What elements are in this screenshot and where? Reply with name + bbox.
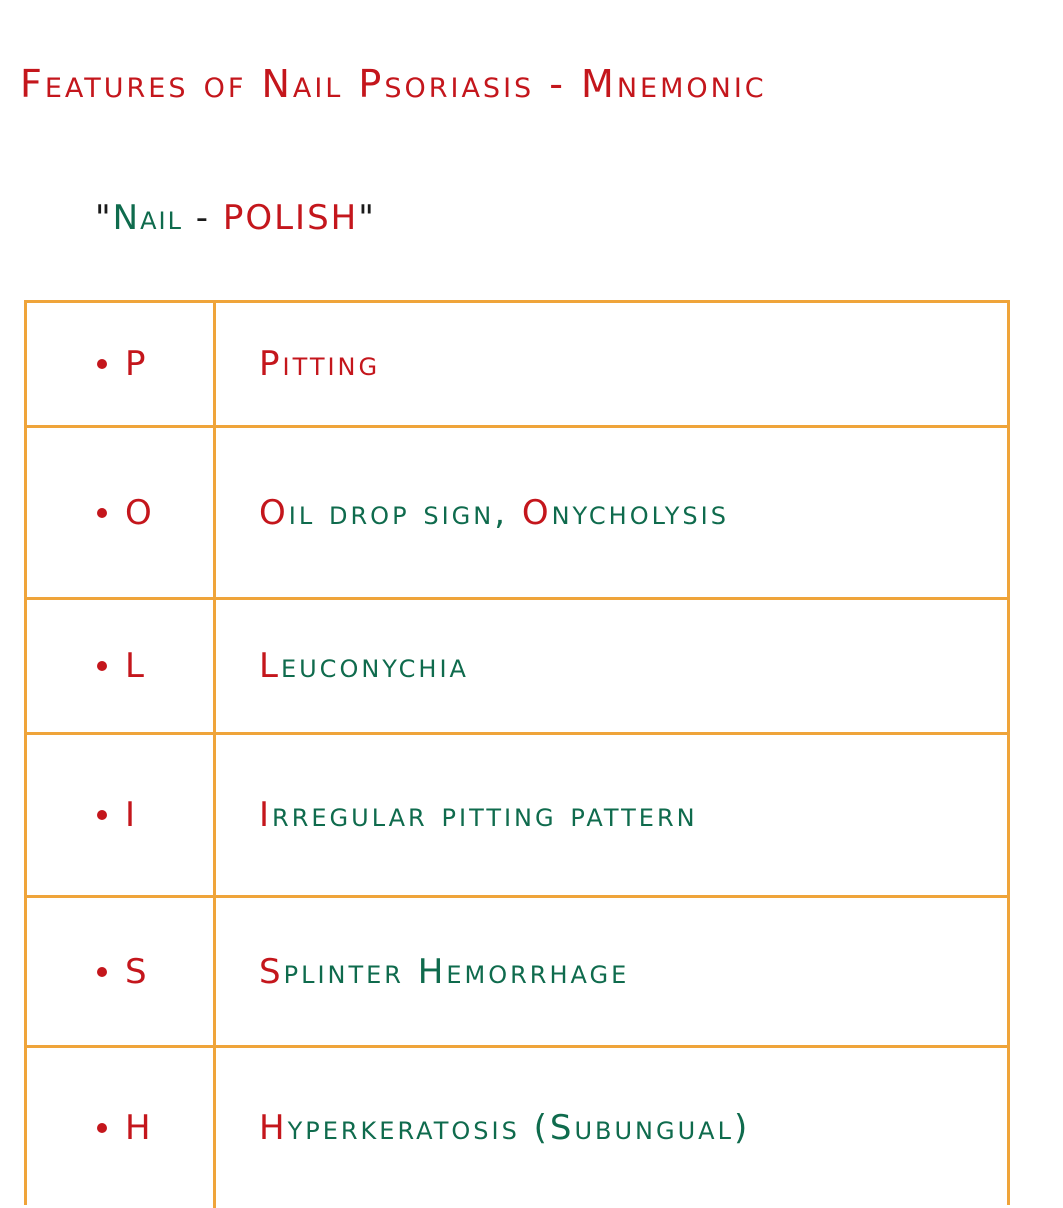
feature-description xyxy=(259,646,469,686)
description-part: euconychia xyxy=(280,646,469,686)
bullet-icon xyxy=(97,1123,107,1133)
mnemonic-letter: S xyxy=(125,951,147,992)
bullet-icon xyxy=(97,359,107,369)
feature-description xyxy=(259,795,698,835)
letter-cell xyxy=(97,344,146,384)
description-part: Pitting xyxy=(259,344,381,384)
letter-cell xyxy=(97,493,152,533)
letter-cell xyxy=(97,1108,151,1148)
description-part: plinter Hemorrhage xyxy=(283,951,630,992)
subtitle-word-polish: POLISH xyxy=(222,198,359,238)
mnemonic-letter: P xyxy=(125,344,146,384)
column-divider xyxy=(213,600,216,732)
column-divider xyxy=(213,1048,216,1208)
table-row xyxy=(27,1048,1007,1208)
table-row xyxy=(27,898,1007,1048)
bullet-icon xyxy=(97,661,107,671)
description-part: rregular pitting pattern xyxy=(272,795,698,835)
mnemonic-table xyxy=(24,300,1010,1205)
table-row xyxy=(27,735,1007,898)
column-divider xyxy=(213,898,216,1045)
description-part: H xyxy=(259,1108,288,1148)
page-title: Features of Nail Psoriasis - Mnemonic xyxy=(20,62,767,106)
bullet-icon xyxy=(97,967,107,977)
description-part: O xyxy=(259,492,289,533)
description-part: O xyxy=(521,492,552,533)
mnemonic-subtitle xyxy=(95,198,376,238)
table-row xyxy=(27,600,1007,735)
description-part: L xyxy=(259,646,281,686)
mnemonic-letter: H xyxy=(125,1108,151,1148)
mnemonic-letter: O xyxy=(125,492,152,533)
description-part: nycholysis xyxy=(551,492,729,533)
feature-description xyxy=(259,493,729,533)
column-divider xyxy=(213,303,216,425)
letter-cell xyxy=(97,795,135,835)
feature-description xyxy=(259,952,629,992)
subtitle-dash: - xyxy=(182,198,223,238)
description-part: S xyxy=(259,951,284,992)
table-row xyxy=(27,303,1007,428)
description-part: I xyxy=(259,795,273,835)
letter-cell xyxy=(97,646,144,686)
description-part: il drop sign, xyxy=(288,492,522,533)
subtitle-word-nail: Nail xyxy=(112,198,183,238)
letter-cell xyxy=(97,952,147,992)
feature-description xyxy=(259,1108,750,1148)
subtitle-close-quote: " xyxy=(358,198,376,238)
mnemonic-letter: L xyxy=(125,646,144,686)
table-row xyxy=(27,428,1007,600)
bullet-icon xyxy=(97,508,107,518)
subtitle-open-quote: " xyxy=(95,198,113,238)
column-divider xyxy=(213,735,216,895)
bullet-icon xyxy=(97,810,107,820)
description-part: yperkeratosis (Subungual) xyxy=(287,1108,751,1148)
feature-description xyxy=(259,344,380,384)
column-divider xyxy=(213,428,216,597)
mnemonic-letter: I xyxy=(125,795,136,835)
